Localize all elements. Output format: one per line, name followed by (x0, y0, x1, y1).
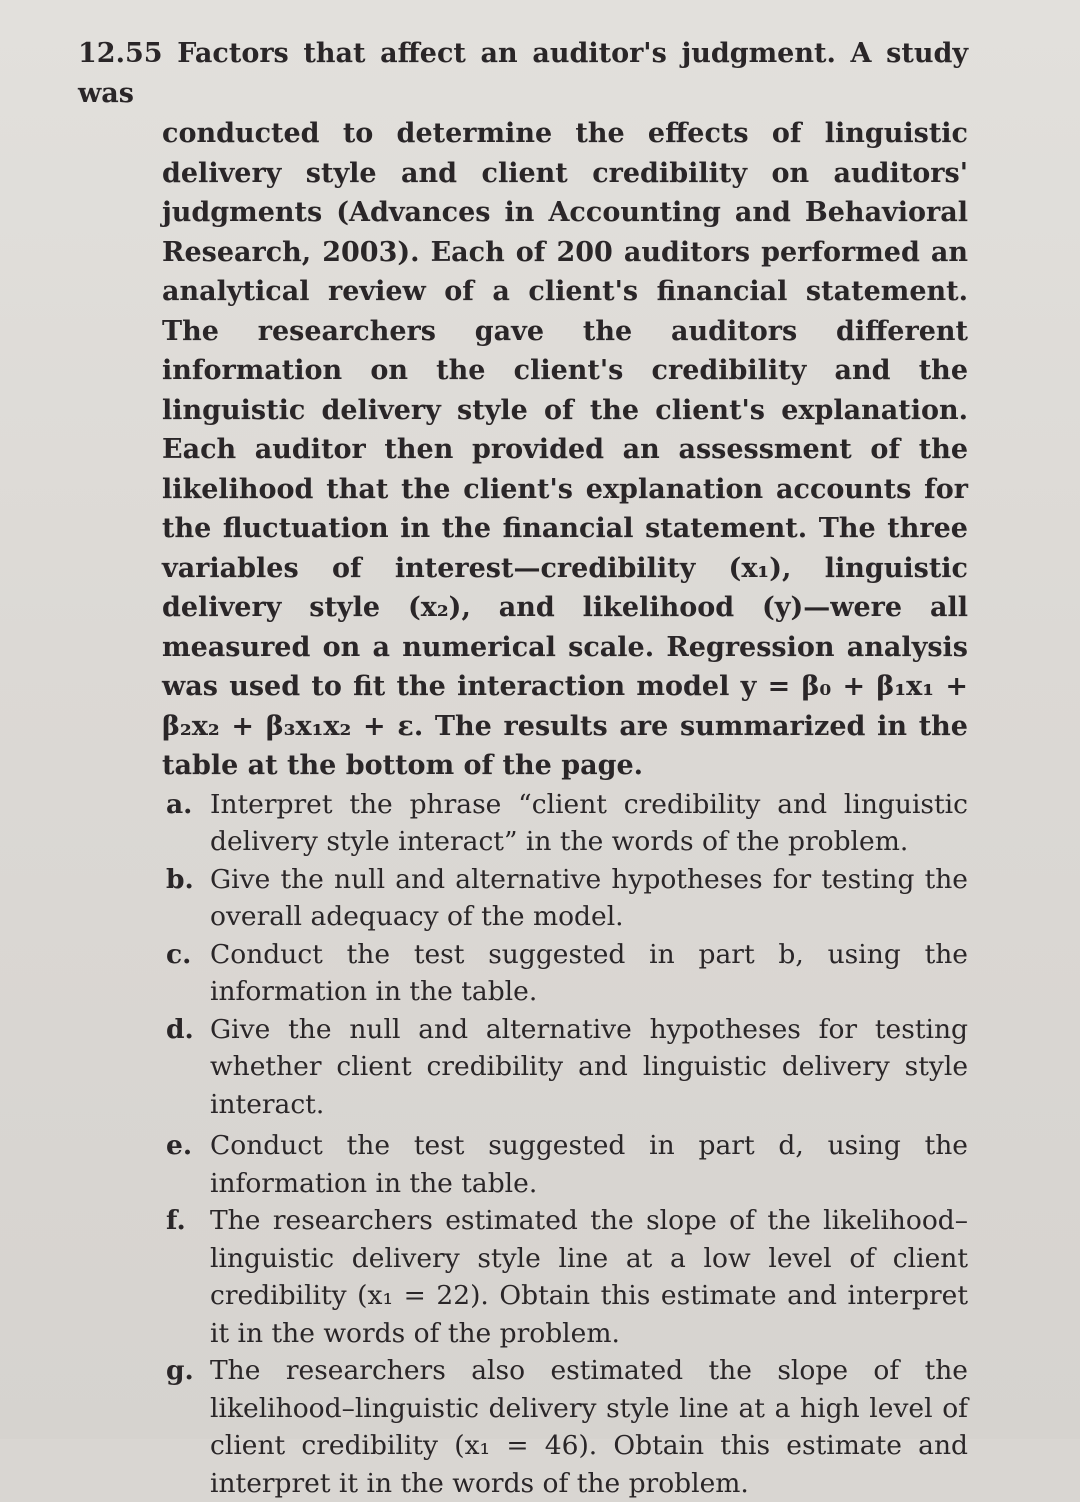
part-label: a. (166, 786, 210, 824)
part-label: b. (166, 861, 210, 899)
part-text: Give the null and alternative hypotheses for testing whether client credibility and linguistic delivery style interact. (210, 1011, 968, 1124)
part-label: f. (166, 1202, 210, 1240)
exercise-title: Factors that affect an auditor's judgment. (177, 38, 836, 69)
exercise-12-55 (78, 34, 968, 1502)
part-a (166, 786, 968, 861)
part-text: Conduct the test suggested in part b, using the information in the table. (210, 936, 968, 1011)
part-text: Interpret the phrase “client credibility and linguistic delivery style interact” in the words of the problem. (210, 786, 968, 861)
part-label: c. (166, 936, 210, 974)
part-c (166, 936, 968, 1011)
part-e (166, 1127, 968, 1202)
part-label: d. (166, 1011, 210, 1049)
part-b (166, 861, 968, 936)
exercise-lead: A study was (78, 38, 968, 109)
exercise-heading (78, 34, 968, 114)
part-label: e. (166, 1127, 210, 1165)
part-text: The researchers estimated the slope of the likelihood–linguistic delivery style line at a low level of client credibility (x₁ = 22). Obtain this estimate and interpret it in the words of the problem. (210, 1202, 968, 1352)
part-d (166, 1011, 968, 1124)
exercise-number: 12.55 (78, 38, 163, 69)
part-text: Conduct the test suggested in part d, using the information in the table. (210, 1127, 968, 1202)
part-f (166, 1202, 968, 1352)
exercise-parts (166, 786, 968, 1502)
part-text: Give the null and alternative hypotheses for testing the overall adequacy of the model. (210, 861, 968, 936)
part-g (166, 1352, 968, 1502)
part-label: g. (166, 1352, 210, 1390)
part-text: The researchers also estimated the slope of the likelihood–linguistic delivery style line at a high level of client credibility (x₁ = 46). Obtain this estimate and interpret it in the words of the problem. (210, 1352, 968, 1502)
exercise-intro: conducted to determine the effects of linguistic delivery style and client credibility on auditors' judgments (Advances in Accounting and Behavioral Research, 2003). Each of 200 auditors performed an analytical review of a client's financial statement. The researchers gave the auditors different information on the client's credibility and the linguistic delivery style of the client's explanation. Each auditor then provided an assessment of the likelihood that the client's explanation accounts for the fluctuation in the financial statement. The three variables of interest—credibility (x₁), linguistic delivery style (x₂), and likelihood (y)—were all measured on a numerical scale. Regression analysis was used to fit the interaction model y = β₀ + β₁x₁ + β₂x₂ + β₃x₁x₂ + ε. The results are summarized in the table at the bottom of the page. (78, 114, 968, 786)
